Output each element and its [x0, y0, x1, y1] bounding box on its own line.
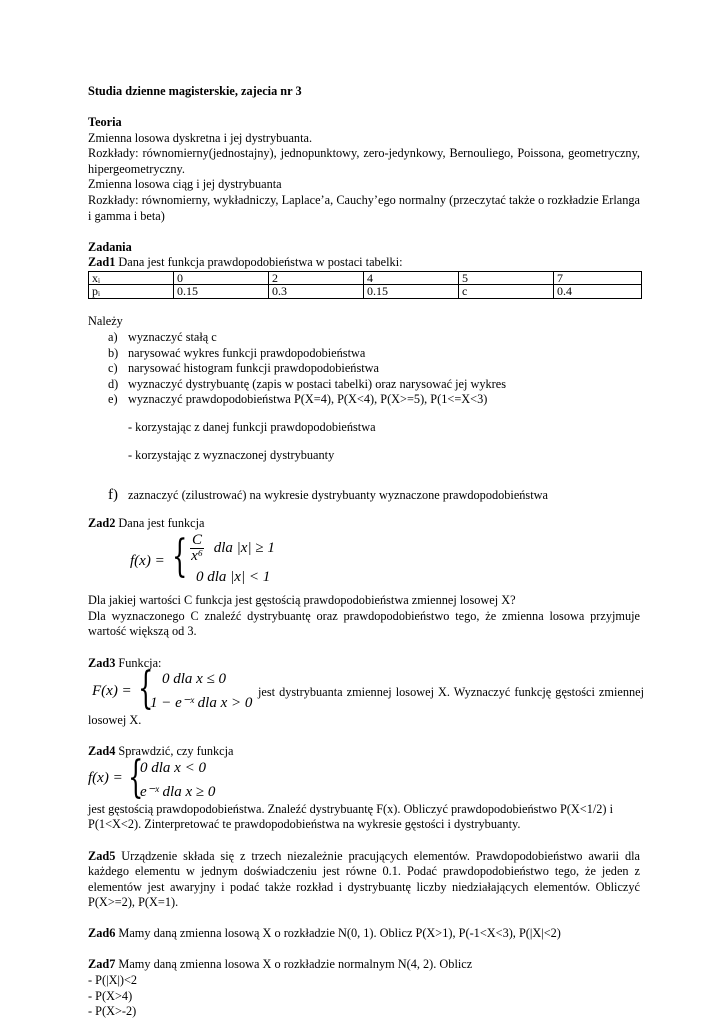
table-cell: c	[459, 285, 554, 299]
list-item: a) wyznaczyć stałą c	[108, 330, 217, 345]
table-cell: 0.15	[364, 285, 459, 299]
zad6-text: Zad6 Mamy daną zmienna losową X o rozkładzie N(0, 1). Oblicz P(X>1), P(-1<X<3), P(|X|<2)	[88, 926, 561, 941]
zad4-text: P(1<X<2). Zinterpretować te prawdopodobieństwa na wykresie gęstości i dystrybuanty.	[88, 817, 521, 832]
table-cell: 5	[459, 271, 554, 285]
zad2-text: Dla jakiej wartości C funkcja jest gęstością prawdopodobieństwa zmiennej losowej X?	[88, 593, 516, 608]
table-cell: 4	[364, 271, 459, 285]
zad3-formula: F(x) = { 0 dla x ≤ 0 1 − e⁻ˣ dla x > 0 jest dystrybuanta zmiennej losowej X. Wyznaczyć funkcję gęstości zmiennej	[92, 663, 644, 715]
theory-line: Zmienna losowa dyskretna i jej dystrybuanta.	[88, 130, 313, 145]
zad2-intro: Zad2 Dana jest funkcja	[88, 515, 205, 530]
zad2-text: Dla wyznaczonego C znaleźć dystrybuantę oraz prawdopodobieństwo tego, że zmienna losowa przyjmuje	[88, 608, 640, 623]
zad7-item: - P(|X|)<2	[88, 973, 138, 988]
zad7-label: Zad7	[88, 957, 116, 972]
zad5-text: elementów jest awaryjny i podać także rozkład i dystrybuantę liczby niedziałających elementów. Obliczyć	[88, 879, 640, 894]
zad5-label: Zad5	[88, 848, 116, 863]
zad7-item: - P(X>-2)	[88, 1004, 137, 1019]
list-item: b) narysować wykres funkcji prawdopodobieństwa	[108, 345, 366, 360]
sub-item: - korzystając z danej funkcji prawdopodobieństwa	[128, 420, 376, 435]
zad5-text: Zad5 Urządzenie składa się z trzech niezależnie pracujących elementów. Prawdopodobieństwo awarii dla	[88, 848, 640, 863]
probability-table	[88, 271, 642, 299]
table-cell: xᵢ	[89, 271, 174, 285]
zad7-text: Zad7 Mamy daną zmienna losowa X o rozkładzie normalnym N(4, 2). Oblicz	[88, 957, 473, 972]
theory-line: Rozkłady: równomierny(jednostajny), jednopunktowy, zero-jedynkowy, Bernouliego, Poissona, geometryczny,	[88, 146, 640, 161]
table-cell: 0	[174, 271, 269, 285]
theory-line: Zmienna losowa ciąg i jej dystrybuanta	[88, 177, 282, 192]
zad1-task-list	[88, 330, 640, 408]
zad3-text: losowej X.	[88, 713, 142, 728]
zad6-label: Zad6	[88, 926, 116, 941]
list-item-f: f) zaznaczyć (zilustrować) na wykresie dystrybuanty wyznaczone prawdopodobieństwa	[108, 487, 548, 504]
table-row	[89, 285, 642, 299]
table-cell: 0.4	[554, 285, 642, 299]
theory-line: Rozkłady: równomierny, wykładniczy, Laplace’a, Cauchy’ego normalny (przeczytać także o rozkładzie Erlanga	[88, 193, 640, 208]
zad1-label: Zad1	[88, 255, 116, 270]
zad3-inline-text: jest dystrybuanta zmiennej losowej X. Wyznaczyć funkcję gęstości zmiennej	[258, 685, 644, 700]
zad5-text: każdego elementu w jednym doświadczeniu jest równe 0.1. Podać prawdopodobieństwo tego, że jeden z	[88, 864, 640, 879]
zad7-item: - P(X>4)	[88, 988, 133, 1003]
nalezy-label: Należy	[88, 314, 123, 329]
theory-line: hipergeometryczny.	[88, 161, 185, 176]
list-item: d) wyznaczyć dystrybuantę (zapis w postaci tabelki) oraz narysować jej wykres	[108, 376, 506, 391]
sub-item: - korzystając z wyznaczonej dystrybuanty	[128, 448, 335, 463]
table-cell: 7	[554, 271, 642, 285]
table-row	[89, 271, 642, 285]
zad5-text: P(X>=2), P(X=1).	[88, 895, 179, 910]
zad2-formula: f(x) = { $\frac{C}{\text{x⁶}}$ dla |x| ≥ 1 0 dla |x| < 1	[130, 531, 275, 586]
table-cell: 2	[269, 271, 364, 285]
zad2-label: Zad2	[88, 515, 116, 530]
zad3-label: Zad3	[88, 655, 116, 670]
zad2-text: wartość większą od 3.	[88, 624, 197, 639]
zad3-intro: Zad3 Funkcja:	[88, 655, 162, 670]
document-title: Studia dzienne magisterskie, zajecia nr 3	[88, 84, 302, 98]
tasks-heading: Zadania	[88, 239, 132, 254]
zad1-text: Dana jest funkcja prawdopodobieństwa w postaci tabelki:	[115, 255, 403, 270]
zad4-label: Zad4	[88, 744, 116, 759]
zad1-intro	[88, 255, 640, 271]
list-item: e) wyznaczyć prawdopodobieństwa P(X=4), P(X<4), P(X>=5), P(1<=X<3)	[108, 392, 488, 407]
zad4-intro: Zad4 Sprawdzić, czy funkcja	[88, 744, 234, 759]
zad4-formula: f(x) = { 0 dla x < 0 e⁻ˣ dla x ≥ 0	[88, 751, 216, 803]
table-cell: 0.15	[174, 285, 269, 299]
theory-heading: Teoria	[88, 115, 122, 130]
zad4-text: jest gęstością prawdopodobieństwa. Znaleźć dystrybuantę F(x). Obliczyć prawdopodobieństwo P(X<1/2) i	[88, 801, 613, 816]
document-page	[88, 84, 644, 1020]
list-item: c) narysować histogram funkcji prawdopodobieństwa	[108, 361, 379, 376]
theory-line: i gamma i beta)	[88, 208, 165, 223]
table-cell: pᵢ	[89, 285, 174, 299]
table-cell: 0.3	[269, 285, 364, 299]
